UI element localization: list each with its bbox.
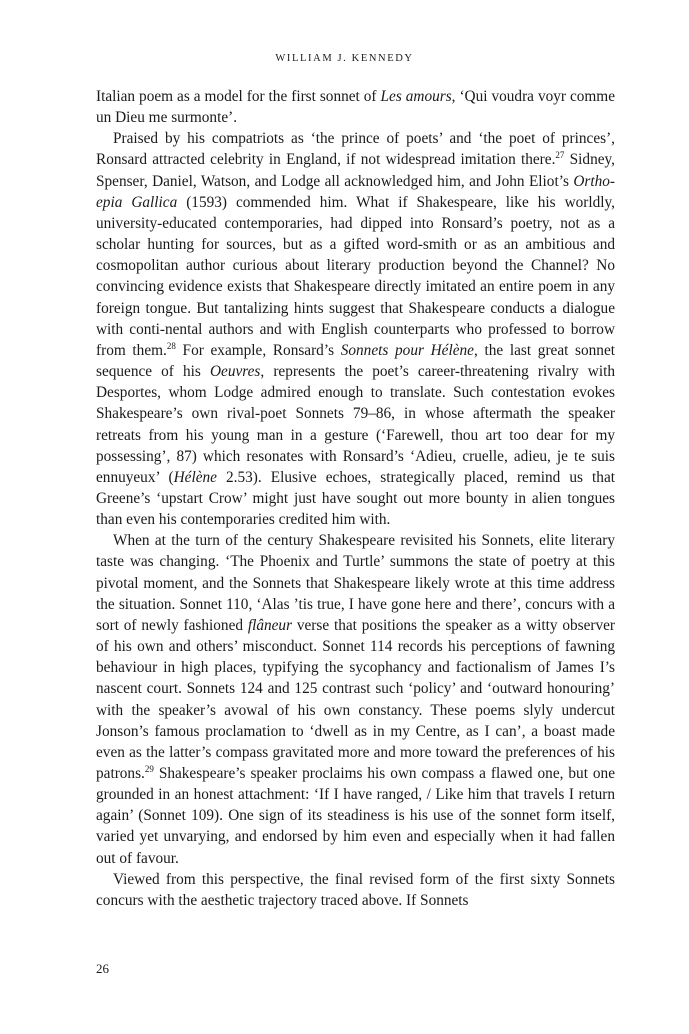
text-run: Shakespeare’s speaker proclaims his own compass a flawed one, but one grounded in an honest attachment: ‘If I have ranged, / Like him that travels I return again’ (Sonnet 109). One sign of its steadiness is his use of the sonnet form itself, varied yet unvarying, and endorsed by him even and especially when it had fallen out of favour.	[96, 765, 615, 867]
italic-text: Ortho-epia Gallica	[96, 172, 615, 211]
text-run: When at the turn of the century Shakespeare revisited his Sonnets, elite literary taste was changing. ‘The Phoenix and Turtle’ summons the state of poetry at this pivotal moment, and the Sonnets that Shakespeare likely wrote at this time address the situation. Sonnet 110, ‘Alas ’tis true, I have gone here and there’, concurs with a sort of newly fashioned	[96, 532, 615, 634]
paragraph-4	[96, 869, 615, 911]
text-run: Sidney, Spenser, Daniel, Watson, and Lodge all acknowledged him, and John Eliot’s	[96, 151, 615, 190]
italic-text: Hélène	[173, 468, 217, 486]
paragraph-1	[96, 86, 615, 128]
text-run: Praised by his compatriots as ‘the prince of poets’ and ‘the poet of princes’, Ronsard attracted celebrity in England, if not widespread imitation there.	[96, 130, 615, 169]
footnote-ref: 28	[166, 340, 176, 351]
page-number: 26	[96, 961, 109, 976]
italic-text: Sonnets pour Hélène	[340, 341, 474, 359]
text-run: 2.53). Elusive echoes, strategically placed, remind us that Greene’s ‘upstart Crow’ might just have sought out more bounty in alien tongues than even his contemporaries credited him with.	[96, 468, 615, 529]
italic-text: Oeuvres	[209, 363, 261, 381]
paragraph-3	[96, 530, 615, 869]
body-text	[96, 86, 615, 911]
text-run: (1593) commended him. What if Shakespeare, like his worldly, university-educated contemporaries, had dipped into Ronsard’s poetry, not as a scholar hunting for sources, but as a gifted word-smith or as an ambitious and cosmopolitan author curious about literary production beyond the Channel? No convincing evidence exists that Shakespeare directly imitated an entire poem in any foreign tongue. But tantalizing hints suggest that Shakespeare conducts a dialogue with conti-nental authors and with English counterparts who professed to borrow from them.	[96, 193, 615, 359]
text-run: Italian poem as a model for the first sonnet of	[96, 88, 381, 105]
text-run: verse that positions the speaker as a witty observer of his own and others’ misconduct. Sonnet 114 records his perceptions of fawning behaviour in high places, typifying the sycophancy and factionalism of James I’s nascent court. Sonnets 124 and 125 contrast such ‘policy’ and ‘outward honouring’ with the speaker’s avowal of his own constancy. These poems slyly undercut Jonson’s famous proclamation to ‘dwell as in my Centre, as I can’, a boast made even as the latter’s compass gravitated more and more toward the preferences of his patrons.	[96, 616, 615, 782]
text-run: , represents the poet’s career-threatening rivalry with Desportes, whom Lodge admired enough to translate. Such contestation evokes Shakespeare’s own rival-poet Sonnets 79–86, in whose aftermath the speaker retreats from his young man in a gesture (‘Farewell, thou art too dear for my possessing’, 87) which resonates with Ronsard’s ‘Adieu, cruelle, adieu, je te suis ennuyeux’ (	[96, 363, 616, 486]
footnote-ref: 29	[144, 764, 154, 774]
footnote-ref: 27	[555, 150, 565, 161]
paragraph-2	[96, 128, 615, 530]
text-run: , the last great sonnet sequence of his	[96, 341, 615, 381]
running-head: WILLIAM J. KENNEDY	[275, 53, 414, 64]
text-run: Viewed from this perspective, the final revised form of the first sixty Sonnets concurs with the aesthetic trajectory traced above. If Sonnets	[96, 870, 615, 909]
italic-text: flâneur	[247, 616, 293, 634]
italic-text: Les amours	[380, 88, 452, 105]
text-run: For example, Ronsard’s	[175, 341, 341, 359]
text-run: , ‘Qui voudra voyr comme un Dieu me surmonte’.	[96, 88, 615, 127]
